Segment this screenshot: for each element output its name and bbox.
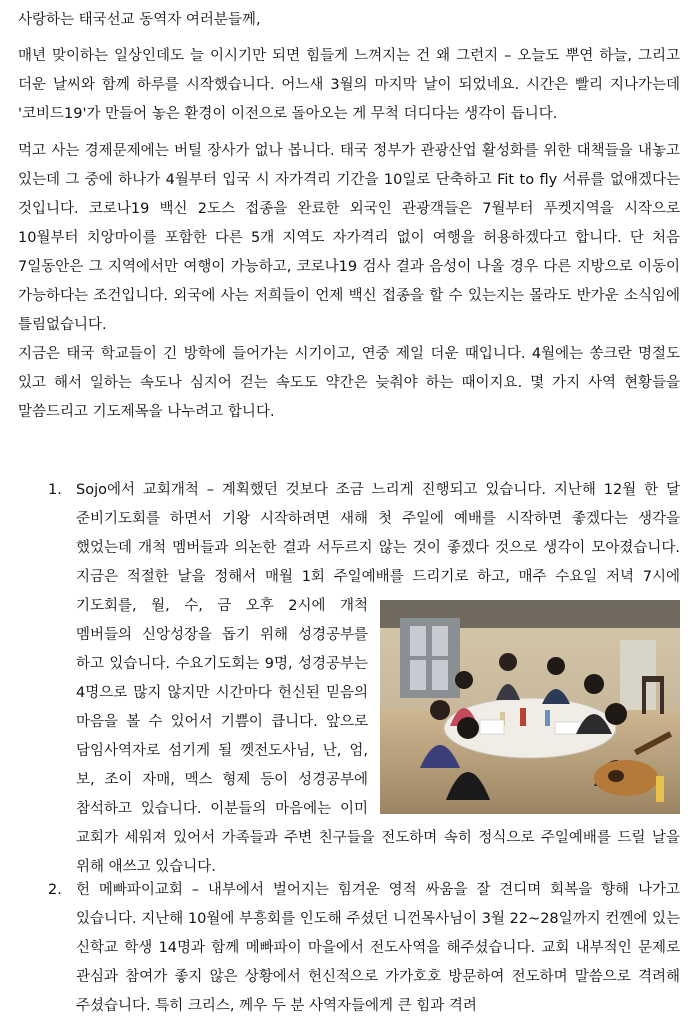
paragraph-season: 지금은 태국 학교들이 긴 방학에 들어가는 시기이고, 연중 제일 더운 때입니다. 4월에는 쏭크란 명절도 있고 해서 일하는 속도나 심지어 걷는 속도도 약간은 늦춰야 하는 때이지요. 몇 가지 사역 현황들을 말씀드리고 기도제목을 나누려고 합니다. (18, 346, 680, 420)
list-item-number: 2. (48, 882, 62, 898)
paragraph-economy: 먹고 사는 경제문제에는 버틸 장사가 없나 봅니다. 태국 정부가 관광산업 활성화를 위한 대책들을 내놓고 있는데 그 중에 하나가 4월부터 입국 시 자가격리 기간을 10일로 단축하고 Fit to fly 서류를 없애겠다는 것입니다. 코로나19 백신 2도스 접종을 완료한 외국인 관광객들은 7월부터 푸켓지역을 시작으로 10월부터 치앙마이를 포함한 다른 5개 지역도 자가격리 없이 여행을 허용하겠다고 합니다. 단 처음 7일동안은 그 지역에서만 여행이 가능하고, 코로나19 검사 결과 음성이 나올 경우 다른 지방으로 이동이 가능하다는 조건입니다. 외국에 사는 저희들이 언제 백신 접종을 할 수 있는지는 몰라도 반가운 소식임에 틀림없습니다. (18, 143, 680, 333)
church-meeting-photo (380, 600, 680, 814)
list-item-body: 헌 메빠파이교회 – 내부에서 벌어지는 힘겨운 영적 싸움을 잘 견디며 회복을 향해 나가고 있습니다. 지난해 10월에 부흥회를 인도해 주셨던 니껀목사님이 3월 22~28일까지 컨껜에 있는 신학교 학생 14명과 함께 메빠파이 마을에서 전도사역을 해주셨습니다. 교회 내부적인 문제로 관심과 참여가 좋지 않은 상황에서 헌신적으로 가가호호 방문하여 전도하며 말씀으로 격려해 주셨습니다. 특히 크리스, 께우 두 분 사역자들에게 큰 힘과 격려 (76, 882, 680, 1014)
list-item-body (76, 476, 680, 882)
list-item-text-b: 일 저녁 7시에 기도회를, 월, 수, 금 오후 2시에 개척 멤버들의 신앙성장을 돕기 위해 성경공부를 하고 있습니다. 수요기도회는 9명, 성경공부는 4명으로 많지 않지만 시간마다 헌신된 믿음의 마음을 볼 수 있어서 기쁨이 큽니다. 앞으로 담임사역자로 섬기게 될 껫전도사님, 난, 엄, 보, 조이 자매, 멕스 형제 등이 성경공부에 참석하고 있습니다. 이분들의 마음에는 이미 교회가 세워져 있어서 가족들과 주변 친구들을 전도하며 속히 정식으로 주일예배를 드릴 날을 위해 애쓰고 있습니다. (76, 569, 680, 875)
greeting: 사랑하는 태국선교 동역자 여러분들께, (18, 12, 261, 28)
list-item-text-a: Sojo에서 교회개척 – 계획했던 것보다 조금 느리게 진행되고 있습니다. 지난해 12월 한 달 준비기도회를 하면서 기왕 시작하려면 새해 첫 주일에 예배를 시작하면 좋겠다는 생각을 했었는데 개척 멤버들과 의논한 결과 서두르지 않는 것이 좋겠다 것으로 생각이 모아졌습니다. 지금은 적절한 날을 정해서 매월 1회 주일예배를 드리기로 하고, 매주 수요 (76, 482, 680, 585)
paragraph-intro: 매년 맞이하는 일상인데도 늘 이시기만 되면 힘들게 느껴지는 건 왜 그런지 – 오늘도 뿌연 하늘, 그리고 더운 날씨와 함께 하루를 시작했습니다. 어느새 3월의 마지막 날이 되었네요. 시간은 빨리 지나가는데 '코비드19'가 만들어 놓은 환경이 이전으로 돌아오는 게 무척 더디다는 생각이 듭니다. (18, 48, 680, 122)
list-item-number: 1. (48, 482, 62, 498)
